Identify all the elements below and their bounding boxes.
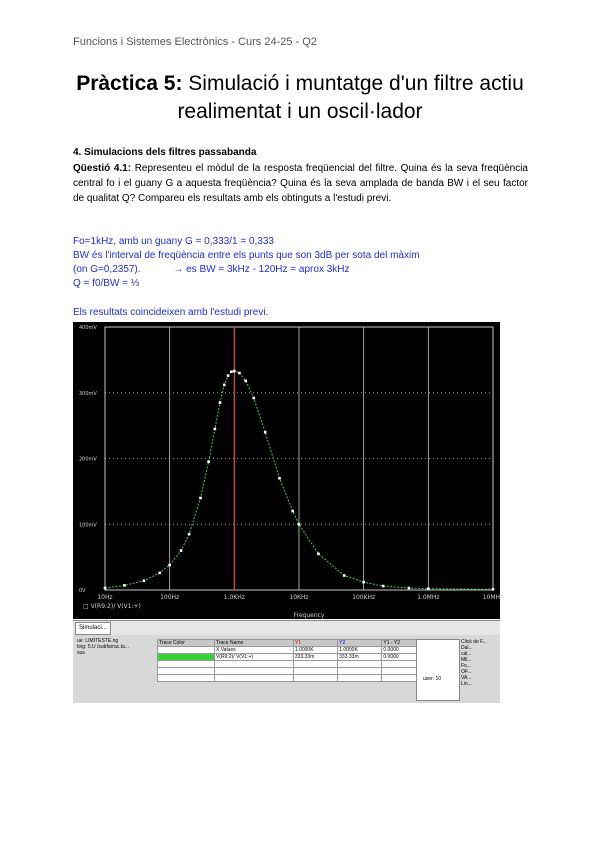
bottom-left-line: ue: LIMITESTE.ng	[77, 638, 119, 644]
data-point	[264, 431, 267, 434]
data-point	[244, 380, 247, 383]
simulation-tab[interactable]: Simulaci...	[75, 622, 111, 635]
data-point	[298, 523, 301, 526]
x-axis-label: Frequency	[293, 612, 325, 619]
answer-line-2: BW és l'interval de freqüència entre els punts que son 3dB per sota del màxim	[73, 250, 420, 261]
table-cell: 0.0000	[382, 654, 421, 661]
data-point	[291, 510, 294, 513]
header-cell: Trace Name	[214, 640, 293, 647]
y-tick-label: 300mV	[79, 390, 97, 397]
x-tick-label: 10MHz	[482, 594, 504, 601]
subheader-cell: 1.0000K	[293, 647, 337, 654]
x-tick-label: 10KHz	[289, 594, 309, 601]
right-note: Click de F...	[461, 639, 487, 645]
output-panel	[416, 639, 460, 701]
page-title	[60, 70, 540, 126]
frequency-response-plot	[73, 322, 504, 619]
data-point	[233, 370, 236, 373]
data-point	[180, 549, 183, 552]
question-label: Qüestió 4.1:	[73, 163, 132, 174]
title-bold: Pràctica 5:	[76, 72, 183, 95]
title-line2: realimentat i un oscil·lador	[177, 100, 423, 123]
data-point	[223, 384, 226, 387]
data-point	[158, 572, 161, 575]
question-paragraph	[73, 161, 528, 206]
x-tick-label: 100KHz	[352, 594, 376, 601]
data-point	[104, 587, 107, 590]
bottom-left-line: ting: 5.U /subfarrac.ta...	[77, 644, 129, 650]
answer-line-3	[73, 263, 533, 277]
x-tick-label: 1.0KHz	[223, 594, 245, 601]
table-row[interactable]	[158, 654, 457, 661]
x-tick-label: 10Hz	[97, 594, 113, 601]
probe-bottom-panel	[73, 635, 500, 703]
data-point	[214, 428, 217, 431]
x-tick-label: 1.0MHz	[417, 594, 440, 601]
y-tick-label: 200mV	[79, 456, 97, 463]
right-note: OF...	[461, 669, 472, 675]
data-point	[238, 372, 241, 375]
data-point	[199, 497, 202, 500]
data-point	[427, 587, 430, 590]
answer-line-3a: (on G=0,2357).	[73, 264, 141, 275]
header-cell: Trace Color	[158, 640, 215, 647]
data-point	[317, 553, 320, 556]
subheader-cell: X Values	[214, 647, 293, 654]
right-note: Lin...	[461, 681, 472, 687]
answer-line-3b: → es BW = 3kHz - 120Hz = aprox 3kHz	[173, 264, 350, 275]
plot-svg	[73, 322, 504, 619]
right-note: VA...	[461, 675, 472, 681]
y-tick-label: 100mV	[79, 522, 97, 529]
legend-label: □ V(R9:2)/ V(V1:+)	[83, 603, 141, 610]
y-tick-label: 400mV	[79, 325, 97, 331]
subheader-cell: 0.0000	[382, 647, 421, 654]
cursor-table-header	[158, 640, 457, 647]
table-cell: 333.33m	[293, 654, 337, 661]
cursor-table-subheader	[158, 647, 457, 654]
output-panel-text: user: 10	[423, 676, 442, 682]
table-row-empty	[158, 661, 457, 668]
table-row-empty	[158, 668, 457, 675]
data-point	[123, 584, 126, 587]
answer-conclusion: Els resultats coincideixen amb l'estudi previ.	[73, 307, 269, 318]
data-point	[382, 585, 385, 588]
subheader-cell: 1.0000K	[338, 647, 382, 654]
data-point	[230, 370, 233, 373]
right-note: Fo...	[461, 663, 472, 669]
right-note: cal...	[461, 651, 472, 657]
simulation-tabbar	[73, 620, 500, 635]
header-cell: Y1	[293, 640, 337, 647]
cursor-table	[157, 639, 457, 682]
page-header: Funcions i Sistemes Electrònics - Curs 24-25 - Q2	[73, 36, 317, 48]
table-cell: 333.33m	[338, 654, 382, 661]
right-note: Dal...	[461, 645, 473, 651]
bottom-left-line: sus	[77, 650, 85, 656]
section-heading: 4. Simulacions dels filtres passabanda	[73, 147, 257, 158]
data-point	[143, 579, 146, 582]
table-cell: V(R9:2)/ V(V1:+)	[214, 654, 293, 661]
header-cell: Y1 - Y2	[382, 640, 421, 647]
subheader-cell	[158, 647, 215, 654]
table-row-empty	[158, 675, 457, 682]
answer-line-4: Q = f0/BW = ⅓	[73, 278, 140, 289]
data-point	[188, 533, 191, 536]
header-cell: Y2	[338, 640, 382, 647]
x-tick-label: 100Hz	[160, 594, 180, 601]
question-text: Representeu el mòdul de la resposta freqüencial del filtre. Quina és la seva freqüència central fo i el guany G a aquesta freqüència? Quina és la seva amplada de banda BW i el seu factor de qualitat Q? Compareu els resultats amb els obtinguts a l'estudi previ.	[73, 163, 528, 204]
answer-line-1: Fo=1kHz, amb un guany G = 0,333/1 = 0,333	[73, 236, 274, 247]
data-point	[219, 401, 222, 404]
data-point	[207, 460, 210, 463]
data-point	[278, 477, 281, 480]
data-point	[227, 374, 230, 377]
data-point	[408, 587, 411, 590]
bottom-left-info	[77, 638, 129, 656]
trace-color-swatch	[158, 654, 215, 661]
title-rest: Simulació i muntatge d'un filtre actiu	[182, 72, 524, 95]
y-tick-label: 0V	[79, 588, 86, 594]
right-note: Mil...	[461, 657, 472, 663]
data-point	[362, 581, 365, 584]
right-notes	[461, 639, 487, 687]
data-point	[343, 574, 346, 577]
data-point	[492, 588, 495, 591]
data-point	[168, 564, 171, 567]
data-point	[252, 397, 255, 400]
